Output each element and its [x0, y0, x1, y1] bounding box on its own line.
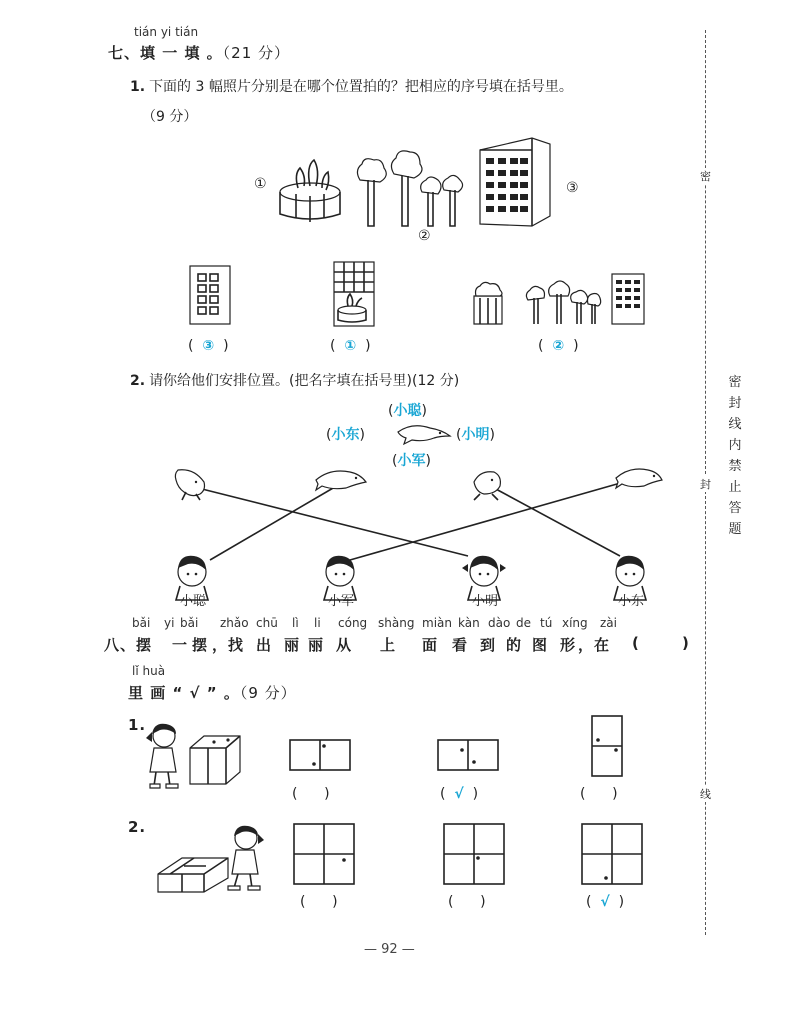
- pinyin: dào: [488, 616, 511, 630]
- seal-char: 禁: [728, 459, 742, 474]
- pinyin: xíng: [562, 616, 588, 630]
- q2-answer-right: (小明): [456, 427, 495, 443]
- seal-mark-top: 密: [700, 170, 711, 183]
- s8-q2-answer-check: √: [600, 894, 610, 910]
- section8-heading-line1: [104, 634, 704, 654]
- kid-name-4: 小东: [618, 594, 645, 609]
- trees-icon: [357, 151, 462, 226]
- dolphin-4-icon: [616, 469, 662, 488]
- s8-q1-paren-a-close: ): [324, 786, 330, 802]
- girl-2-icon: [228, 826, 264, 890]
- q2-answer-bottom: (小军): [392, 453, 431, 469]
- s8-q2-option-a: [292, 822, 356, 886]
- pinyin: chū: [256, 616, 278, 630]
- seal-mark-bottom: 线: [700, 788, 711, 801]
- kid-name-1: 小聪: [180, 594, 207, 609]
- s8-q1-number: 1.: [128, 716, 147, 734]
- section8-points: （9 分）: [239, 684, 297, 702]
- q2-answer-left-value: 小东: [331, 427, 360, 443]
- s8-q2-paren-c-open: (: [586, 894, 592, 910]
- section8-pinyin2: lǐ huà: [132, 664, 166, 678]
- s8-q2-paren-a-close: ): [332, 894, 338, 910]
- heading-char: 看: [452, 636, 469, 654]
- heading-char: 丽: [284, 636, 301, 654]
- fountain-icon: [280, 160, 340, 222]
- s8-q1-paren-b-close: ): [472, 786, 479, 802]
- building-icon: [480, 138, 550, 226]
- seal-warning-vertical: [728, 372, 742, 540]
- s8-q1-figure: [142, 712, 262, 792]
- pinyin: zhǎo: [220, 616, 249, 630]
- photo3-trees: [526, 281, 600, 324]
- q2-answer-top-value: 小聪: [393, 403, 422, 419]
- section8-heading-line2: [128, 682, 297, 703]
- s8-q1-paren-c-open: (: [580, 786, 586, 802]
- q1-points: （9 分）: [142, 109, 198, 125]
- heading-char: 图: [532, 636, 549, 654]
- s8-q1-paren-c-close: ): [612, 786, 618, 802]
- s8-q1-paren-c: [580, 786, 618, 802]
- section7-pinyin: tián yi tián: [134, 25, 199, 39]
- pinyin: li: [314, 616, 321, 630]
- dolphin-1-icon: [175, 470, 204, 500]
- s8-q2-paren-a-open: (: [300, 894, 306, 910]
- center-dolphin-icon: [394, 420, 454, 446]
- section7-title: 七、填 一 填 。: [108, 44, 223, 62]
- s8-q1-paren-a: [292, 786, 330, 802]
- heading-char: 摆: [192, 636, 209, 654]
- label-3: ③: [566, 180, 579, 196]
- pinyin: tú: [540, 616, 553, 630]
- cube-stack-icon: [190, 736, 240, 784]
- pinyin: kàn: [458, 616, 480, 630]
- seal-char: 线: [728, 417, 742, 432]
- seal-char: 止: [728, 480, 742, 495]
- heading-char: 形: [560, 636, 577, 654]
- pinyin: lì: [292, 616, 299, 630]
- q1-answer-2-value: ①: [344, 338, 357, 354]
- heading-char: 八、摆: [104, 636, 153, 654]
- heading-char: 到: [480, 636, 497, 654]
- q2-answer-right-value: 小明: [461, 427, 490, 443]
- heading-char: 的: [506, 636, 523, 654]
- pinyin: de: [516, 616, 531, 630]
- heading-char: 一: [172, 636, 189, 654]
- pinyin: bǎi: [180, 616, 199, 630]
- dolphin-2-icon: [316, 471, 366, 490]
- section8-line2-text: 里 画 “ √ ” 。: [128, 684, 240, 702]
- s8-q2-figure: [154, 816, 274, 896]
- q2-number: 2.: [130, 373, 146, 389]
- q2-answer-left: (小东): [326, 427, 365, 443]
- seal-char: 封: [728, 396, 742, 411]
- heading-char: 找: [228, 636, 245, 654]
- q2-text: 请你给他们安排位置。(把名字填在括号里)(12 分): [149, 373, 460, 389]
- photo3-fountain: [474, 282, 502, 324]
- flat-blocks-icon: [158, 858, 228, 892]
- heading-char: (: [632, 634, 640, 652]
- section7-points: （21 分）: [222, 44, 291, 62]
- q2-answer-top: (小聪): [388, 403, 427, 419]
- photo-building: [186, 262, 236, 328]
- q1-answer-2: ( ① ): [330, 338, 371, 354]
- s8-q2-option-c: [580, 822, 644, 886]
- dolphin-3-icon: [474, 472, 500, 500]
- pinyin: miàn: [422, 616, 452, 630]
- s8-q1-paren-b-open: (: [440, 786, 446, 802]
- q1-answer-1-value: ③: [202, 338, 215, 354]
- q2-answer-bottom-value: 小军: [397, 453, 426, 469]
- q1-answer-3: ( ② ): [538, 338, 579, 354]
- photo-fountain-trees-building: [468, 266, 658, 328]
- heading-char: 上: [380, 636, 397, 654]
- s8-q1-option-a: [288, 738, 352, 772]
- s8-q1-answer-check: √: [454, 786, 464, 802]
- q1-number: 1.: [130, 79, 146, 95]
- heading-char: ，: [212, 636, 229, 654]
- seal-char: 内: [728, 438, 742, 453]
- seal-mark-middle: 封: [700, 478, 711, 491]
- q1-prompt: [130, 76, 573, 96]
- s8-q1-paren-a-open: (: [292, 786, 298, 802]
- page-number: — 92 —: [364, 942, 415, 957]
- s8-q1-option-b: [436, 738, 500, 772]
- heading-char: 丽: [308, 636, 325, 654]
- label-2: ②: [418, 228, 431, 244]
- pinyin: yi: [164, 616, 175, 630]
- s8-q2-number: 2.: [128, 818, 147, 836]
- heading-char: ): [682, 634, 690, 652]
- s8-q2-paren-b-close: ): [480, 894, 486, 910]
- heading-char: 从: [336, 636, 353, 654]
- q1-answer-1: ( ③ ): [188, 338, 229, 354]
- photo-fountain-building: [330, 258, 380, 330]
- match-lines: [198, 482, 624, 560]
- kid-name-2: 小军: [328, 594, 355, 609]
- s8-q2-paren-b: [448, 894, 486, 910]
- q2-prompt: [130, 370, 459, 390]
- s8-q2-option-b: [442, 822, 506, 886]
- section7-heading: [108, 42, 290, 63]
- top-scene: [270, 130, 570, 240]
- q1-text: 下面的 3 幅照片分别是在哪个位置拍的？把相应的序号填在括号里。: [149, 79, 573, 95]
- s8-q2-paren-b-open: (: [448, 894, 454, 910]
- seal-char: 答: [728, 501, 742, 516]
- s8-q2-paren-c-close: ): [618, 894, 625, 910]
- girl-icon: [146, 724, 178, 788]
- pinyin: bǎi: [132, 616, 151, 630]
- pinyin: shàng: [378, 616, 415, 630]
- label-1: ①: [254, 176, 267, 192]
- seal-char: 密: [728, 375, 742, 390]
- pinyin: cóng: [338, 616, 368, 630]
- q1-answer-3-value: ②: [552, 338, 565, 354]
- kid-name-3: 小明: [472, 594, 499, 609]
- heading-char: 出: [256, 636, 273, 654]
- matching-diagram: [150, 460, 670, 610]
- seal-char: 题: [728, 522, 742, 537]
- s8-q2-paren-a: [300, 894, 338, 910]
- pinyin: zài: [600, 616, 617, 630]
- s8-q1-option-c: [590, 714, 624, 778]
- photo3-building: [612, 274, 644, 324]
- s8-q2-paren-c: [586, 894, 624, 910]
- heading-char: 面: [422, 636, 439, 654]
- section8-pinyin-line: [132, 616, 617, 632]
- heading-char: ，在: [578, 636, 611, 654]
- s8-q1-paren-b: [440, 786, 478, 802]
